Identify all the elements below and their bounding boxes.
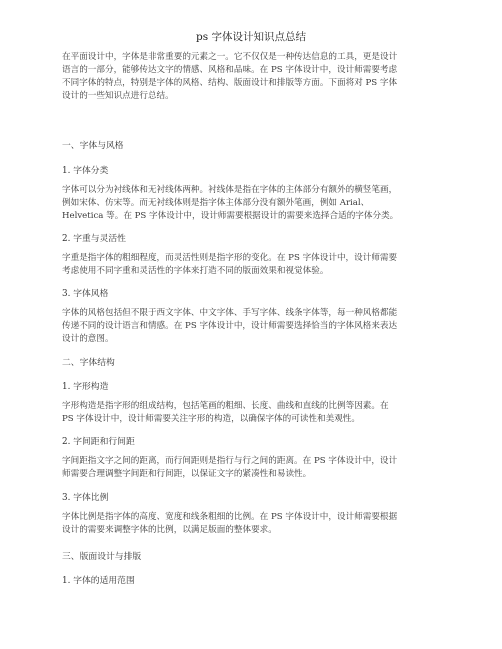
subsection-heading: 3. 字体比例 [62,493,109,503]
text-line: 设计的一些知识点进行总结。 [62,91,174,101]
intro-paragraph [62,51,440,103]
text-line: 设计的需要来调整字体的比例，以满足版面的整体要求。 [62,525,277,535]
section-heading: 三、版面设计与排版 [62,552,142,562]
subsection-heading: 3. 字体风格 [62,289,109,299]
text-line: 字形构造是指字形的组成结构，包括笔画的粗细、长度、曲线和直线的比例等因素。在 [62,401,389,411]
document-title: ps 字体设计知识点总结 [196,31,306,43]
section-heading: 一、字体与风格 [62,141,124,151]
text-line: 不同字体的特点，特别是字体的风格、结构、版面设计和排版等方面。下面将对 PS 字体 [62,78,398,88]
paragraph [62,455,440,481]
text-line: 传递不同的设计语言和情感。在 PS 字体设计中，设计师需要选择恰当的字体风格来表达 [62,321,398,331]
text-line: 在平面设计中，字体是非常重要的元素之一。它不仅仅是一种传达信息的工具，更是设计 [62,52,398,62]
text-line: 考虑使用不同字重和灵活性的字体来打造不同的版面效果和视觉体验。 [62,266,329,276]
text-line: PS 字体设计中，设计师需要关注字形的构造，以确保字体的可读性和美观性。 [62,414,360,424]
text-line: 字间距指文字之间的距离，而行间距则是指行与行之间的距离。在 PS 字体设计中，设计 [62,456,398,466]
text-line: 师需要合理调整字间距和行间距，以保证文字的紧凑性和易读性。 [62,469,312,479]
text-line: 字重是指字体的粗细程度，而灵活性则是指字形的变化。在 PS 字体设计中，设计师需要 [62,253,398,263]
text-line: 字体的风格包括但不限于西文字体、中文字体、手写字体、线条字体等，每一种风格都能 [62,308,398,318]
text-line: Helvetica 等。在 PS 字体设计中，设计师需要根据设计的需要来选择合适的字体分类。 [62,211,399,221]
subsection-heading: 1. 字体分类 [62,166,109,176]
text-line: 例如宋体、仿宋等。而无衬线体则是指字体主体部分没有额外笔画，例如 Arial、 [62,198,370,208]
paragraph [62,511,440,537]
text-line: 字体比例是指字体的高度、宽度和线条粗细的比例。在 PS 字体设计中，设计师需要根据 [62,512,398,522]
subsection-heading: 1. 字体的适用范围 [62,576,135,586]
section-heading: 二、字体结构 [62,358,115,368]
paragraph [62,400,440,426]
text-line: 设计的意图。 [62,334,114,344]
paragraph [62,184,440,223]
paragraph [62,307,440,346]
text-line: 语言的一部分，能够传达文字的情感、风格和品味。在 PS 字体设计中，设计师需要考虑 [62,65,398,75]
subsection-heading: 2. 字间距和行间距 [62,437,135,447]
subsection-heading: 2. 字重与灵活性 [62,234,126,244]
text-line: 字体可以分为衬线体和无衬线体两种。衬线体是指在字体的主体部分有额外的横竖笔画， [62,185,398,195]
subsection-heading: 1. 字形构造 [62,382,109,392]
paragraph [62,252,440,278]
